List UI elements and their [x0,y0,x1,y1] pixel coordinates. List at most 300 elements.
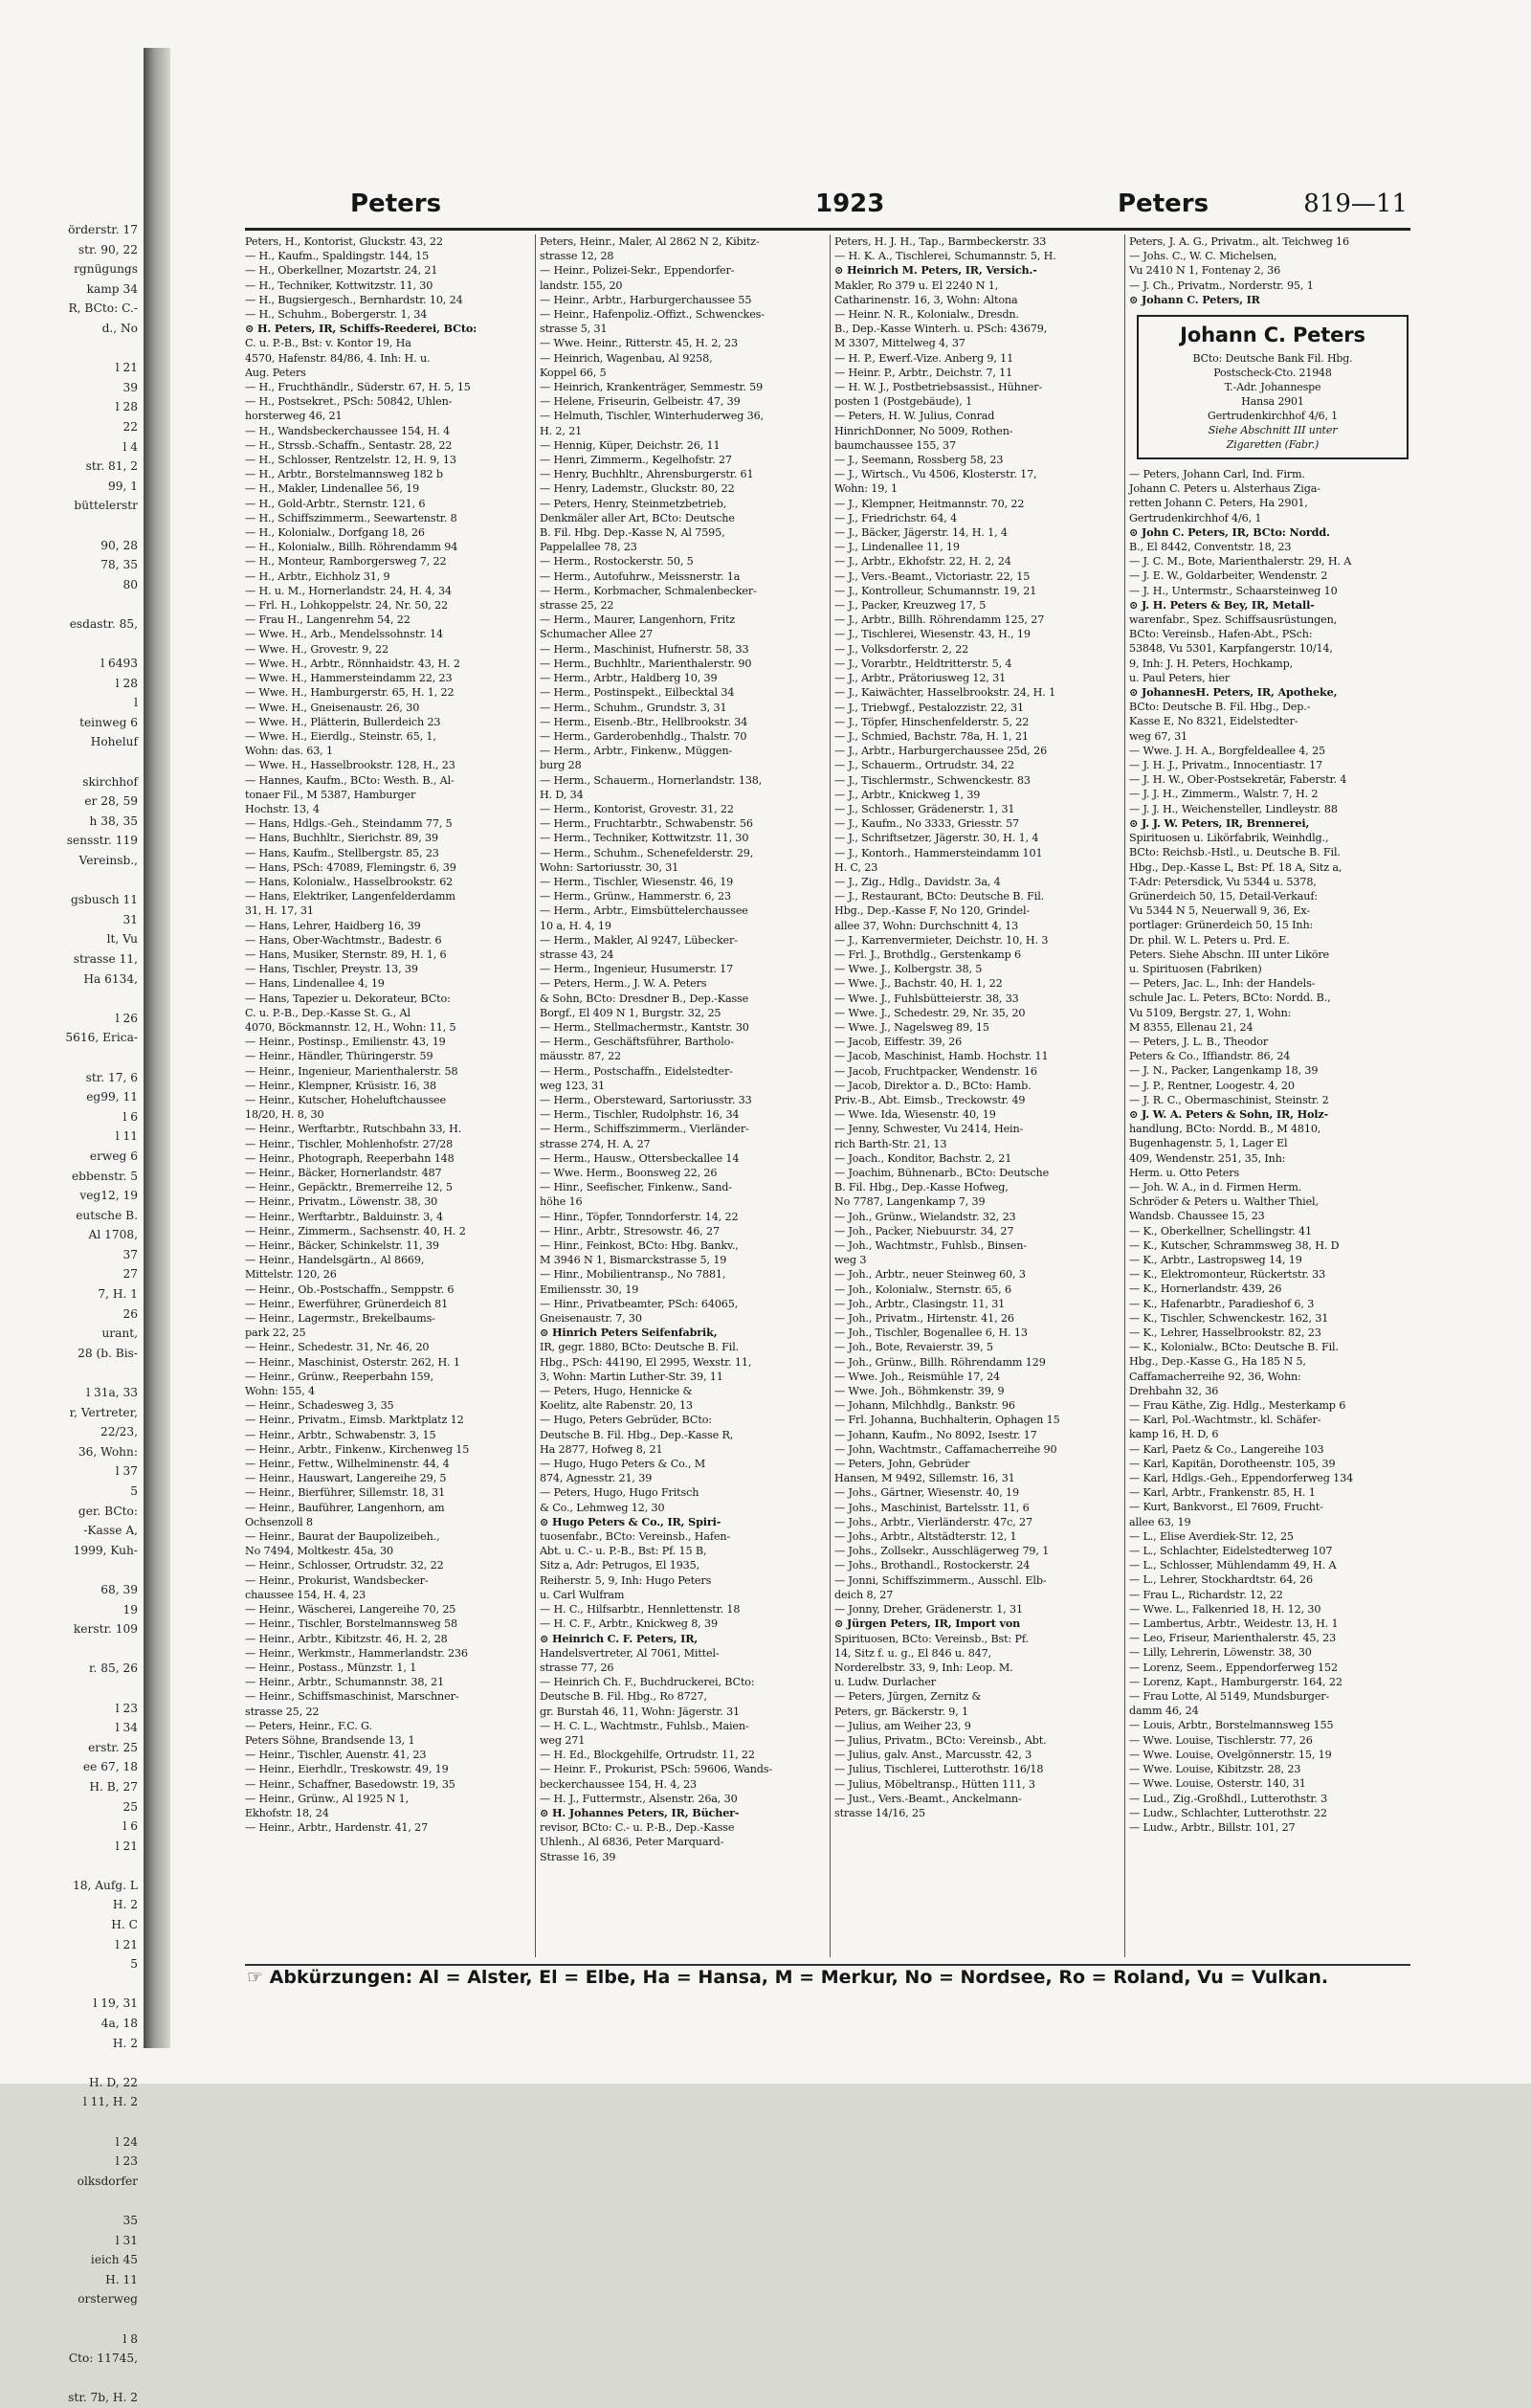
directory-entry: — H. K. A., Tischlerei, Schumannstr. 5, H. [834,250,1056,263]
ad-line: Hansa 2901 [1241,395,1304,409]
directory-entry: — Wwe. H., Arb., Mendelssohnstr. 14 [245,628,443,641]
directory-entry: — Hinr., Privatbeamter, PSch: 64065, [540,1297,739,1310]
left-page-line: l 19, 31 [93,1996,138,2011]
advertisement-box [1137,315,1409,459]
left-page-line: str. 7b, H. 2 [68,2391,138,2405]
ad-line: Gertrudenkirchhof 4/6, 1 [1207,410,1338,423]
directory-entry: — J. J. H., Weichensteller, Lindleystr. 88 [1129,802,1338,815]
left-page-line: örderstr. 17 [68,223,138,236]
left-page-line: 19 [122,1602,138,1616]
directory-entry: — J., Arbtr., Harburgerchaussee 25d, 26 [834,745,1048,758]
directory-entry: Wohn: das. 63, 1 [245,745,333,758]
directory-entry: — Hugo, Peters Gebrüder, BCto: [540,1414,712,1427]
left-page-line: olksdorfer [77,2174,138,2188]
left-page-line: kamp 34 [86,281,138,296]
left-page-line: l 6493 [100,657,138,671]
directory-entry: — Jacob, Fruchtpacker, Wendenstr. 16 [834,1064,1037,1078]
directory-entry: ⊙ Hugo Peters & Co., IR, Spiri- [540,1514,721,1528]
directory-entry: — Wwe. H., Plätterin, Bullerdeich 23 [245,715,441,728]
directory-entry: — Heinr., Werftarbtr., Balduinstr. 3, 4 [245,1210,443,1223]
directory-entry: — Heinr., Grünw., Reeperbahn 159, [245,1370,433,1383]
directory-entry: — Hugo, Hugo Peters & Co., M [540,1458,706,1471]
directory-entry: — Joh., Grünw., Billh. Röhrendamm 129 [834,1355,1046,1369]
directory-entry: — Hans, Kaufm., Stellbergstr. 85, 23 [245,846,439,859]
directory-entry: — J. H. W., Ober-Postsekretär, Faberstr. 4 [1129,773,1347,787]
left-page-line: 28 (b. Bis- [78,1346,138,1360]
directory-entry: beckerchaussee 154, H. 4, 23 [540,1777,698,1791]
directory-entry: — Heinr., Hauswart, Langereihe 29, 5 [245,1472,447,1485]
left-page-line: 5 [130,1957,138,1972]
directory-entry: — H., Kolonialw., Billh. Röhrendamm 94 [245,541,458,554]
directory-entry: — H. C., Hilfsarbtr., Hennlettenstr. 18 [540,1603,741,1616]
directory-entry: — Peters, Johann Carl, Ind. Firm. [1129,468,1305,481]
directory-entry: — Johs., Arbtr., Altstädterstr. 12, 1 [834,1530,1017,1544]
directory-entry: — Herm., Arbtr., Eimsbüttelerchaussee [540,904,748,918]
directory-entry: — H. P., Ewerf.-Vize. Anberg 9, 11 [834,351,1014,365]
directory-entry: weg 67, 31 [1129,729,1187,743]
column-divider [830,234,831,1957]
directory-entry: handlung, BCto: Nordd. B., M 4810, [1129,1123,1321,1136]
directory-entry: — Julius, galv. Anst., Marcusstr. 42, 3 [834,1749,1032,1762]
directory-entry: — Hinr., Seefischer, Finkenw., Sand- [540,1181,732,1194]
left-page-line [0,594,144,614]
directory-entry: Ha 2877, Hofweg 8, 21 [540,1442,663,1456]
left-page-line: gsbusch 11 [70,893,138,907]
directory-entry: Wohn: 155, 4 [245,1385,315,1398]
directory-entry: gr. Burstah 46, 11, Wohn: Jägerstr. 31 [540,1705,741,1718]
header-rule [245,228,1410,231]
directory-entry: — Heinr., Arbtr., Hardenstr. 41, 27 [245,1821,429,1835]
directory-entry: — Frau Käthe, Zig. Hdlg., Mesterkamp 6 [1129,1399,1346,1413]
left-page-line: veg12, 19 [79,1189,138,1203]
directory-entry: — J., Wirtsch., Vu 4506, Klosterstr. 17, [834,468,1037,481]
left-page-line [0,989,144,1009]
directory-entry: — Herm., Arbtr., Haldberg 10, 39 [540,672,718,685]
directory-entry: — Heinr., Ewerführer, Grünerdeich 81 [245,1297,449,1310]
directory-entry: — Heinr., Zimmerm., Sachsenstr. 40, H. 2 [245,1224,466,1237]
directory-entry: allee 63, 19 [1129,1515,1191,1528]
directory-entry: — Herm., Rostockerstr. 50, 5 [540,555,694,569]
directory-entry: — Wwe. H., Hammersteindamm 22, 23 [245,672,453,685]
directory-entry: — Peters, Herm., J. W. A. Peters [540,977,707,991]
directory-entry: Hbg., Dep.-Kasse F, No 120, Grindel- [834,904,1031,918]
directory-entry: — Wwe. Ida, Wiesenstr. 40, 19 [834,1108,996,1122]
directory-entry: horsterweg 46, 21 [245,410,343,423]
directory-entry: — Heinr., Werkmstr., Hammerlandstr. 236 [245,1646,468,1660]
directory-entry: — Heinr., Arbtr., Schwabenstr. 3, 15 [245,1428,436,1441]
left-page-line: 1999, Kuh- [73,1543,138,1557]
directory-entry: 4070, Böckmannstr. 12, H., Wohn: 11, 5 [245,1020,456,1034]
directory-entry: — J. H. J., Privatm., Innocentiastr. 17 [1129,759,1323,772]
directory-entry: — Heinr., Lagermstr., Brekelbaums- [245,1312,435,1326]
directory-entry: — Joh., Packer, Niebuurstr. 34, 27 [834,1224,1014,1237]
header-name-right: Peters [1118,190,1209,218]
directory-entry: Gertrudenkirchhof 4/6, 1 [1129,511,1262,524]
directory-entry: 9, Inh: J. H. Peters, Hochkamp, [1129,657,1294,670]
header-year: 1923 [815,190,885,218]
directory-entry: — Frl. H., Lohkoppelstr. 24, Nr. 50, 22 [245,599,448,613]
directory-entry: C. u. P.-B., Dep.-Kasse St. G., Al [245,1006,410,1019]
directory-entry: — J., Zig., Hdlg., Davidstr. 3a, 4 [834,875,1001,888]
directory-entry: — Herm., Geschäftsführer, Bartholo- [540,1036,734,1049]
directory-entry: — Hans, Hdlgs.-Geh., Steindamm 77, 5 [245,817,453,831]
directory-entry: — Heinr., Fettw., Wilhelminenstr. 44, 4 [245,1458,450,1471]
directory-entry: — J., Vers.-Beamt., Victoriastr. 22, 15 [834,569,1031,583]
directory-entry: — L., Schlosser, Mühlendamm 49, H. A [1129,1559,1337,1572]
directory-entry: Koppel 66, 5 [540,366,607,379]
directory-entry: schule Jac. L. Peters, BCto: Nordd. B., [1129,992,1331,1005]
directory-entry: — Herm., Postschaffn., Eidelstedter- [540,1064,733,1078]
directory-entry: — Wwe. J., Schedestr. 29, Nr. 35, 20 [834,1006,1026,1019]
directory-entry: — Lud., Zig.-Großhdl., Lutterothstr. 3 [1129,1792,1328,1805]
directory-entry: — Heinr., Kutscher, Hoheluftchaussee [245,1093,446,1106]
left-page-line: ger. BCto: [78,1504,138,1518]
directory-entry: — H. C. L., Wachtmstr., Fuhlsb., Maien- [540,1719,749,1732]
left-page-line: Cto: 11745, [68,2352,138,2366]
directory-entry: — Helene, Friseurin, Gelbeistr. 47, 39 [540,395,741,409]
left-page-line: H. B, 27 [89,1779,138,1794]
directory-entry: — Herm., Autofuhrw., Meissnerstr. 1a [540,569,741,583]
directory-entry: — Hans, Buchhltr., Sierichstr. 89, 39 [245,832,438,845]
left-page-line [0,1679,144,1699]
directory-entry: Abt. u. C.- u. P.-B., Bst: Pf. 15 B, [540,1545,707,1558]
directory-entry: — J., Vorarbtr., Heldtritterstr. 5, 4 [834,657,1012,670]
directory-entry: — J., Triebwgf., Pestalozzistr. 22, 31 [834,701,1024,714]
directory-entry: weg 3 [834,1254,867,1267]
left-page-line: 27 [122,1267,138,1282]
directory-entry: — Wwe. L., Falkenried 18, H. 12, 30 [1129,1602,1321,1616]
directory-entry: — Julius, am Weiher 23, 9 [834,1719,971,1732]
directory-page [178,57,1431,2058]
directory-entry: allee 37, Wohn: Durchschnitt 4, 13 [834,919,1019,932]
directory-entry: — Herm., Schauerm., Hornerlandstr. 138, [540,773,763,787]
left-page-line [0,2369,144,2389]
directory-entry: park 22, 25 [245,1327,306,1340]
directory-entry: — K., Hornerlandstr. 439, 26 [1129,1282,1282,1296]
directory-entry: H. D, 34 [540,788,584,801]
directory-entry: Kasse E, No 8321, Eidelstedter- [1129,715,1298,728]
directory-entry: — Wwe. Joh., Reismühle 17, 24 [834,1370,1001,1383]
directory-entry: damm 46, 24 [1129,1705,1199,1718]
directory-entry: — Jonni, Schiffszimmerm., Ausschl. Elb- [834,1573,1047,1587]
directory-entry: — Wwe. H., Eierdlg., Steinstr. 65, 1, [245,729,436,743]
left-page-line: h 38, 35 [89,814,138,828]
directory-entry: — K., Elektromonteur, Rückertstr. 33 [1129,1268,1326,1282]
directory-entry: IR, gegr. 1880, BCto: Deutsche B. Fil. [540,1341,740,1354]
directory-entry: Vu 5344 N 5, Neuerwall 9, 36, Ex- [1129,904,1310,918]
footer-rule [245,1964,1410,1966]
directory-entry: — Heinr., Wäscherei, Langereihe 70, 25 [245,1603,456,1616]
directory-entry: tuosenfabr., BCto: Vereinsb., Hafen- [540,1530,731,1544]
directory-entry: — H., Oberkellner, Mozartstr. 24, 21 [245,264,438,278]
directory-entry: Deutsche B. Fil. Hbg., Dep.-Kasse R, [540,1428,734,1441]
directory-column-3 [834,234,1118,1967]
column-divider [1124,234,1125,1957]
left-page-line: d., No [101,321,138,335]
directory-entry: strasse 43, 24 [540,948,614,961]
directory-entry: — Heinr. N. R., Kolonialw., Dresdn. [834,308,1019,322]
left-page-line: 68, 39 [100,1582,138,1596]
directory-entry: kamp 16, H. D, 6 [1129,1428,1219,1441]
directory-entry: — Herm., Garderobenhdlg., Thalstr. 70 [540,729,747,743]
directory-entry: — Herm., Tischler, Wiesenstr. 46, 19 [540,875,734,888]
left-page-line: ee 67, 18 [82,1760,138,1774]
left-page-line: l 24 [115,2134,138,2149]
directory-entry: — Heinr., Schiffsmaschinist, Marschner- [245,1690,459,1704]
directory-entry: No 7787, Langenkamp 7, 39 [834,1195,986,1209]
directory-entry: — K., Tischler, Schwenckestr. 162, 31 [1129,1311,1329,1325]
directory-entry: — Hans, Tapezier u. Dekorateur, BCto: [245,992,451,1005]
directory-entry: — H. u. M., Hornerlandstr. 24, H. 4, 34 [245,584,452,597]
left-page-line: erweg 6 [89,1148,138,1163]
left-page-line [0,1363,144,1383]
left-page-line: R, BCto: C.- [68,301,138,316]
directory-entry: — Wwe. J., Nagelsweg 89, 15 [834,1020,989,1034]
left-page-line: 37 [122,1247,138,1261]
directory-entry: — J., Kaiwächter, Hasselbrookstr. 24, H. 1 [834,686,1056,700]
directory-entry: — J., Arbtr., Prätoriusweg 12, 31 [834,672,1007,685]
left-page-line: l 6 [122,1109,138,1124]
directory-entry: Wohn: Sartoriusstr. 30, 31 [540,860,679,874]
directory-entry: strasse 14/16, 25 [834,1806,925,1819]
left-page-line: 4a, 18 [100,2017,138,2031]
left-page-line: 39 [122,380,138,394]
directory-entry: strasse 5, 31 [540,323,608,336]
directory-entry: — Louis, Arbtr., Borstelmannsweg 155 [1129,1719,1334,1732]
left-page-line: 22/23, [100,1425,138,1439]
directory-entry: — Karl, Arbtr., Frankenstr. 85, H. 1 [1129,1486,1316,1500]
directory-entry: ⊙ Jürgen Peters, IR, Import von [834,1616,1021,1631]
directory-entry: — Hinr., Arbtr., Stresowstr. 46, 27 [540,1224,720,1237]
directory-entry: Reiherstr. 5, 9, Inh: Hugo Peters [540,1573,712,1587]
left-page-line: Vereinsb., [78,854,138,867]
directory-entry: — Heinr., Bäcker, Hornerlandstr. 487 [245,1167,442,1179]
left-page-line: l 6 [122,1819,138,1834]
directory-entry: ⊙ H. Peters, IR, Schiffs-Reederei, BCto: [245,322,477,336]
directory-entry: — Johs., Maschinist, Bartelsstr. 11, 6 [834,1501,1030,1514]
directory-entry: — K., Arbtr., Lastropsweg 14, 19 [1129,1253,1302,1266]
left-page-line: l 21 [115,1937,138,1951]
directory-entry: strasse 77, 26 [540,1661,614,1674]
directory-entry: Strasse 16, 39 [540,1850,616,1863]
directory-entry: — Wwe. Louise, Osterstr. 140, 31 [1129,1777,1306,1791]
directory-entry: BCto: Vereinsb., Hafen-Abt., PSch: [1129,628,1313,641]
directory-entry: u. Ludw. Durlacher [834,1676,936,1689]
directory-entry: portlager: Grünerdeich 50, 15 Inh: [1129,919,1314,932]
directory-entry: — Wwe. H., Gneisenaustr. 26, 30 [245,701,420,714]
directory-entry: ⊙ J. J. W. Peters, IR, Brennerei, [1129,815,1310,830]
directory-entry: — J., Arbtr., Knickweg 1, 39 [834,788,981,801]
directory-entry: — H., Gold-Arbtr., Sternstr. 121, 6 [245,497,426,510]
directory-entry: — L., Elise Averdiek-Str. 12, 25 [1129,1529,1294,1543]
directory-entry: — Wwe. H., Hasselbrookstr. 128, H., 23 [245,759,455,772]
directory-entry: B., Dep.-Kasse Winterh. u. PSch: 43679, [834,323,1048,336]
left-page-line: l 31a, 33 [86,1386,138,1400]
directory-entry: — Heinr., Arbtr., Harburgerchaussee 55 [540,293,752,306]
directory-entry: Emiliensstr. 30, 19 [540,1282,639,1296]
directory-entry: ⊙ J. H. Peters & Bey, IR, Metall- [1129,597,1315,612]
left-page-line: l 21 [115,361,138,375]
directory-entry: — J. Ch., Privatm., Norderstr. 95, 1 [1129,279,1314,292]
directory-entry: — Heinr., Postass., Münzstr. 1, 1 [245,1661,417,1674]
directory-entry: — Herm., Stellmachermstr., Kantstr. 30 [540,1020,749,1034]
directory-entry: — K., Oberkellner, Schellingstr. 41 [1129,1224,1312,1237]
directory-entry: B. Fil. Hbg. Dep.-Kasse N, Al 7595, [540,526,725,540]
directory-entry: — Herm., Grünw., Hammerstr. 6, 23 [540,890,731,903]
directory-entry: H. C, 23 [834,860,878,874]
directory-entry: — Herm., Schuhm., Schenefelderstr. 29, [540,846,754,859]
directory-entry: — K., Lehrer, Hasselbrookstr. 82, 23 [1129,1327,1321,1339]
directory-entry: Makler, Ro 379 u. El 2240 N 1, [834,279,999,292]
directory-entry: — Wwe. J., Kolbergstr. 38, 5 [834,963,983,976]
directory-entry: — Hans, PSch: 47089, Flemingstr. 6, 39 [245,860,456,874]
directory-entry: — Wwe. J. H. A., Borgfeldeallee 4, 25 [1129,744,1326,757]
left-page-line: ebbenstr. 5 [71,1169,138,1183]
left-page-line: r, Vertreter, [69,1405,138,1419]
directory-entry: Hansen, M 9492, Sillemstr. 16, 31 [834,1472,1015,1485]
directory-entry: retten Johann C. Peters, Ha 2901, [1129,497,1308,510]
directory-entry: — Frau Lotte, Al 5149, Mundsburger- [1129,1690,1330,1704]
directory-entry: — Hinr., Mobilientransp., No 7881, [540,1268,726,1282]
directory-entry: — Ludw., Arbtr., Billstr. 101, 27 [1129,1820,1296,1834]
directory-entry: — J. R. C., Obermaschinist, Steinstr. 2 [1129,1093,1329,1106]
directory-entry: — Frl. J., Brothdlg., Gerstenkamp 6 [834,948,1022,961]
directory-entry: — Heinrich, Wagenbau, Al 9258, [540,351,713,365]
directory-entry: Peters. Siehe Abschn. III unter Liköre [1129,948,1330,961]
directory-entry: — Joh., Bote, Revaierstr. 39, 5 [834,1341,993,1354]
left-page-line: r. 85, 26 [89,1661,138,1676]
directory-entry: Herm. u. Otto Peters [1129,1166,1240,1179]
directory-entry: u. Paul Peters, hier [1129,671,1231,684]
directory-entry: u. Spirituosen (Fabriken) [1129,962,1262,975]
directory-entry: — Joh., Arbtr., Clasingstr. 11, 31 [834,1297,1006,1310]
left-page-line [0,2053,144,2073]
left-page-line [0,339,144,359]
directory-entry: — H., Kaufm., Spaldingstr. 144, 15 [245,250,430,263]
left-page-line: l 26 [115,1011,138,1025]
left-page-line: strasse 11, [73,951,138,966]
directory-entry: Caffamacherreihe 92, 36, Wohn: [1129,1370,1301,1383]
directory-entry: — J., Tischlerei, Wiesenstr. 43, H., 19 [834,628,1031,641]
directory-entry: — Joachim, Bühnenarb., BCto: Deutsche [834,1167,1050,1179]
directory-entry: Borgf., El 409 N 1, Burgstr. 32, 25 [540,1006,721,1019]
directory-entry: BCto: Reichsb.-Hstl., u. Deutsche B. Fil. [1129,846,1341,859]
directory-entry: — H. C. F., Arbtr., Knickweg 8, 39 [540,1617,718,1631]
directory-entry: Peters, gr. Bäckerstr. 9, 1 [834,1705,969,1718]
directory-column-2 [540,234,823,1967]
directory-entry: — Herm., Buchhltr., Marienthalerstr. 90 [540,657,752,670]
column-divider [535,234,536,1957]
left-page-line: lt, Vu [106,932,138,947]
directory-entry: — Hinr., Töpfer, Tonndorferstr. 14, 22 [540,1210,739,1223]
directory-entry: Deutsche B. Fil. Hbg., Ro 8727, [540,1690,707,1704]
directory-entry: — Wwe. H., Grovestr. 9, 22 [245,642,388,656]
directory-entry: — Peters, Jürgen, Zernitz & [834,1690,982,1704]
directory-entry: mäusstr. 87, 22 [540,1050,622,1063]
directory-entry: — Peters, John, Gebrüder [834,1458,970,1471]
directory-entry: — J., Arbtr., Billh. Röhrendamm 125, 27 [834,613,1045,627]
directory-entry: — Karl, Kapitän, Dorotheenstr. 105, 39 [1129,1457,1336,1470]
directory-entry: — J., Kontrolleur, Schumannstr. 19, 21 [834,584,1037,597]
directory-entry: — Herm., Schiffszimmerm., Vierländer- [540,1123,749,1136]
directory-entry: Priv.-B., Abt. Eimsb., Treckowstr. 49 [834,1093,1026,1106]
left-page-line [0,2309,144,2330]
directory-entry: — J., Friedrichstr. 64, 4 [834,511,958,524]
directory-column-1 [245,234,528,1967]
directory-entry: — Joh., Wachtmstr., Fuhlsb., Binsen- [834,1239,1027,1253]
directory-entry: 874, Agnesstr. 21, 39 [540,1472,653,1485]
directory-entry: — Wwe. Louise, Tischlerstr. 77, 26 [1129,1733,1313,1747]
left-page-line: eutsche B. [76,1208,138,1222]
directory-entry: — Wwe. Herm., Boonsweg 22, 26 [540,1167,718,1179]
directory-entry: B. Fil. Hbg., Dep.-Kasse Hofweg, [834,1181,1009,1194]
directory-entry: — H., Fruchthändlr., Süderstr. 67, H. 5, 15 [245,381,471,394]
left-page-line: 26 [122,1306,138,1321]
header-name-left: Peters [350,190,442,218]
directory-entry: Hbg., Dep.-Kasse G., Ha 185 N 5, [1129,1355,1306,1369]
directory-entry: Catharinenstr. 16, 3, Wohn: Altona [834,293,1018,306]
directory-entry: — J., Kontorh., Hammersteindamm 101 [834,846,1043,859]
directory-entry: ⊙ Heinrich C. F. Peters, IR, [540,1631,699,1645]
directory-entry: — Wwe. H., Arbtr., Rönnhaidstr. 43, H. 2 [245,657,460,670]
directory-entry: — Wwe. Louise, Kibitzstr. 28, 23 [1129,1763,1301,1776]
directory-entry: u. Carl Wulfram [540,1588,625,1601]
left-page-line: 78, 35 [100,558,138,572]
directory-entry: H. 2, 21 [540,424,583,437]
left-page-line [0,634,144,654]
directory-entry: — Karl, Paetz & Co., Langereihe 103 [1129,1442,1324,1456]
left-page-line: 35 [122,2213,138,2227]
directory-columns [245,234,1410,1967]
directory-entry: — J., Packer, Kreuzweg 17, 5 [834,599,987,613]
directory-entry: — Heinr., Arbtr., Finkenw., Kirchenweg 15 [245,1442,470,1456]
directory-entry: — H., Bugsiergesch., Bernhardstr. 10, 24 [245,293,463,306]
directory-entry: — Lorenz, Kapt., Hamburgerstr. 164, 22 [1129,1675,1342,1688]
directory-entry: revisor, BCto: C.- u. P.-B., Dep.-Kasse [540,1821,735,1835]
left-page-line: orsterweg [78,2292,138,2307]
directory-entry: — Hans, Lehrer, Haidberg 16, 39 [245,919,421,932]
left-page-line: kerstr. 109 [73,1622,138,1637]
left-page-line: -Kasse A, [83,1524,138,1538]
left-page-line [0,871,144,891]
left-page-line: skirchhof [82,774,138,789]
directory-entry: höhe 16 [540,1195,583,1209]
directory-entry: T-Adr: Petersdick, Vu 5344 u. 5378, [1129,875,1317,888]
directory-entry: HinrichDonner, No 5009, Rothen- [834,424,1013,437]
directory-entry: — J., Restaurant, BCto: Deutsche B. Fil. [834,890,1045,903]
directory-entry: — Frau H., Langenrehm 54, 22 [245,613,410,627]
directory-entry: Denkmäler aller Art, BCto: Deutsche [540,511,735,524]
left-page-line: eg99, 11 [86,1090,138,1104]
directory-entry: — Heinr., Arbtr., Kibitzstr. 46, H. 2, 28 [245,1632,448,1645]
directory-entry: Pappelallee 78, 23 [540,541,637,554]
directory-entry: — Heinr., Grünw., Al 1925 N 1, [245,1792,410,1805]
directory-entry: — H., Makler, Lindenallee 56, 19 [245,482,420,496]
left-page-line: erstr. 25 [88,1740,138,1754]
directory-entry: 3, Wohn: Martin Luther-Str. 39, 11 [540,1370,723,1383]
directory-entry: C. u. P.-B., Bst: v. Kontor 19, Ha [245,337,411,350]
directory-entry: Ochsenzoll 8 [245,1515,313,1528]
directory-entry: — J. P., Rentner, Loogestr. 4, 20 [1129,1079,1295,1092]
page-header [245,190,1408,224]
directory-entry: — Heinr., Privatm., Eimsb. Marktplatz 12 [245,1414,464,1427]
left-page-line [0,1856,144,1876]
directory-entry: Schumacher Allee 27 [540,628,654,641]
ad-line: BCto: Deutsche Bank Fil. Hbg. [1192,352,1353,366]
directory-entry: strasse 25, 22 [540,599,614,613]
directory-entry: 10 a, H. 4, 19 [540,919,611,932]
directory-entry: & Co., Lehmweg 12, 30 [540,1501,665,1514]
